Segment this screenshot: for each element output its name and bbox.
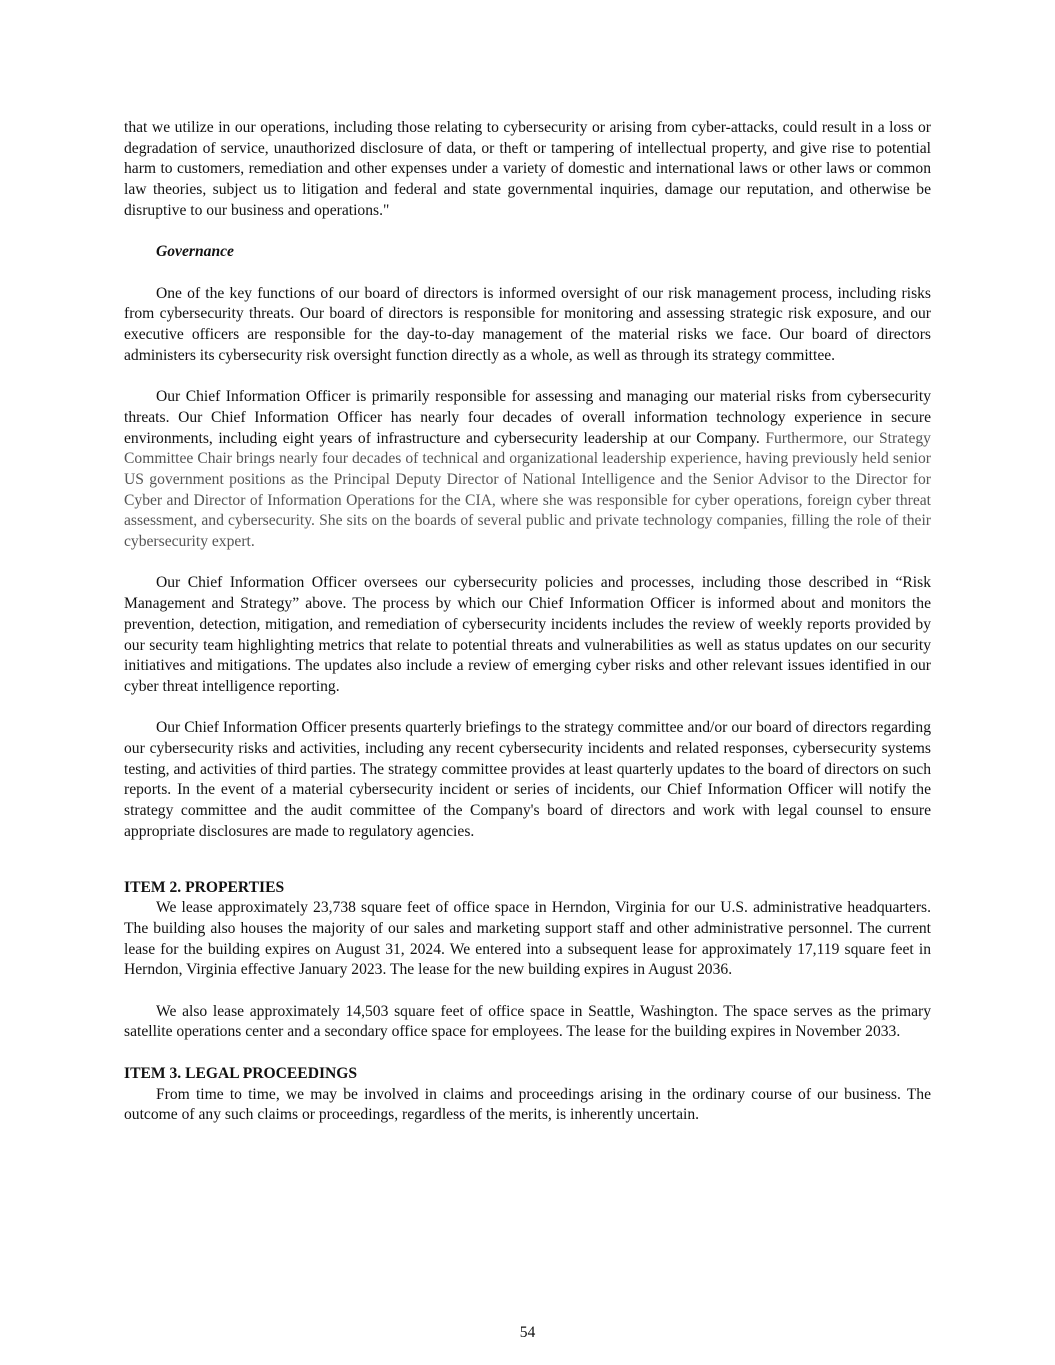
item-2-heading: ITEM 2. PROPERTIES xyxy=(124,878,285,896)
intro-paragraph: that we utilize in our operations, including those relating to cybersecurity or arising from cyber-attacks, could result in a loss or degradation of service, unauthorized disclosure of data, or theft or tampering of intellectual property, and give rise to potential harm to customers, remediation and other expenses under a variety of domestic and international laws or other laws or common law theories, subject us to litigation and federal and state governmental inquiries, damage our reputation, and otherwise be disruptive to our business and operations." xyxy=(124,119,931,219)
properties-paragraph-1: We lease approximately 23,738 square feet of office space in Herndon, Virginia for our U.S. administrative headquarters. The building also houses the majority of our sales and marketing support staff and other administrative personnel. The current lease for the building expires on August 31, 2024. We entered into a subsequent lease for approximately 17,119 square feet in Herndon, Virginia effective January 2023. The lease for the new building expires in August 2036. xyxy=(124,899,931,979)
governance-paragraph-3: Our Chief Information Officer oversees our cybersecurity policies and processes, including those described in “Risk Management and Strategy” above. The process by which our Chief Information Officer is informed about and monitors the prevention, detection, mitigation, and remediation of cybersecurity incidents includes the review of weekly reports provided by our security team highlighting metrics that relate to potential threats and vulnerabilities as well as status updates on our security initiatives and mitigations. The updates also include a review of emerging cyber risks and other relevant issues identified in our cyber threat intelligence reporting. xyxy=(124,574,931,695)
governance-paragraph-4: Our Chief Information Officer presents quarterly briefings to the strategy committee and/or our board of directors regarding our cybersecurity risks and activities, including any recent cybersecurity incidents and related responses, cybersecurity systems testing, and activities of third parties. The strategy committee provides at least quarterly updates to the board of directors on such reports. In the event of a material cybersecurity incident or series of incidents, our Chief Information Officer will notify the strategy committee and the audit committee of the Company's board of directors and work with legal counsel to ensure appropriate disclosures are made to regulatory agencies. xyxy=(124,719,931,840)
item-3-heading: ITEM 3. LEGAL PROCEEDINGS xyxy=(124,1064,358,1082)
legal-proceedings-paragraph: From time to time, we may be involved in claims and proceedings arising in the ordinary course of our business. The outcome of any such claims or proceedings, regardless of the merits, is inherently uncertain. xyxy=(124,1085,931,1124)
governance-paragraph-2-part-a: Our Chief Information Officer is primarily responsible for assessing and managing our material risks from cybersecurity threats. Our Chief Information Officer has nearly four decades of overall information technology experience in secure environments, including eight years of infrastructure and cybersecurity leadership at our Company. xyxy=(124,388,931,447)
document-body xyxy=(124,118,931,1126)
governance-heading: Governance xyxy=(156,243,234,261)
page-number: 54 xyxy=(519,1324,536,1341)
governance-paragraph-1: One of the key functions of our board of directors is informed oversight of our risk management process, including risks from cybersecurity threats. Our board of directors is responsible for monitoring and assessing strategic risk exposure, and our executive officers are responsible for the day-to-day management of the material risks we face. Our board of directors administers its cybersecurity risk oversight function directly as a whole, as well as through its strategy committee. xyxy=(124,284,931,364)
properties-paragraph-2: We also lease approximately 14,503 square feet of office space in Seattle, Washington. The space serves as the primary satellite operations center and a secondary office space for employees. The lease for the building expires in November 2033. xyxy=(124,1002,931,1041)
governance-paragraph-2 xyxy=(124,387,931,553)
governance-paragraph-2-part-b: Furthermore, our Strategy Committee Chair brings nearly four decades of technical and organizational leadership experience, having previously held senior US government positions as the Principal Deputy Director of National Intelligence and the Senior Advisor to the Director for Cyber and Director of Information Operations for the CIA, where she was responsible for cyber operations, foreign cyber threat assessment, and cybersecurity. She sits on the boards of several public and private technology companies, filling the role of their cybersecurity expert. xyxy=(124,429,931,551)
